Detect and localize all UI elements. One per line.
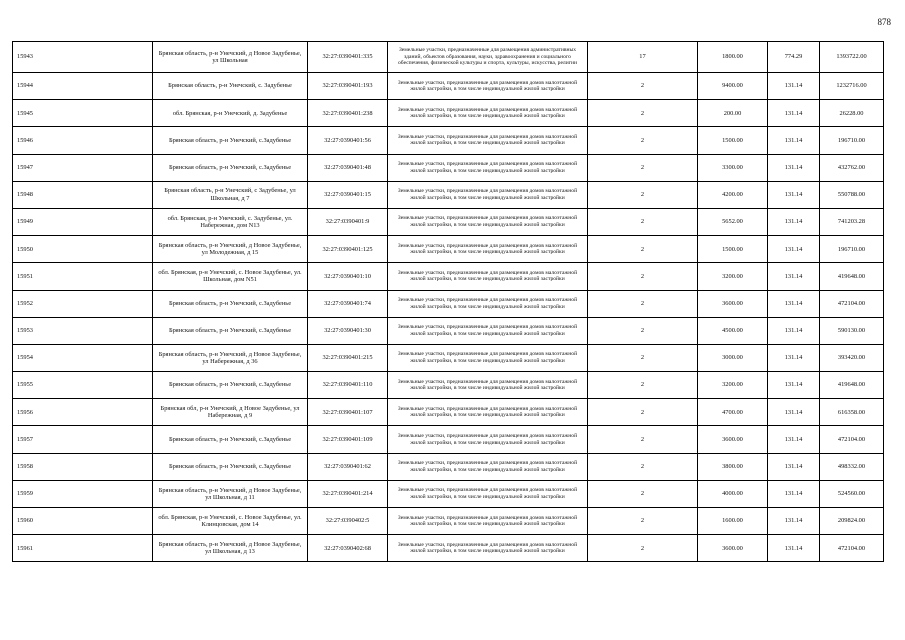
cadastral-number-cell: 32:27:0390401:214 bbox=[308, 480, 388, 507]
cadastral-value-cell: 419648.00 bbox=[820, 263, 884, 290]
cadastral-number-cell: 32:27:0390401:56 bbox=[308, 127, 388, 154]
rate-cell: 131.14 bbox=[768, 426, 820, 453]
row-number: 15955 bbox=[13, 372, 153, 399]
row-number: 15949 bbox=[13, 208, 153, 235]
rate-cell: 131.14 bbox=[768, 154, 820, 181]
row-number: 15943 bbox=[13, 42, 153, 73]
address-cell: Брянская область, р-н Унечский, с.Задубенье bbox=[153, 372, 308, 399]
table-row bbox=[13, 42, 884, 73]
rate-cell: 131.14 bbox=[768, 317, 820, 344]
row-number: 15950 bbox=[13, 236, 153, 263]
land-use-cell: Земельные участки, предназначенные для размещения домов малоэтажной жилой застройки, в том числе индивидуальной жилой застройки bbox=[388, 508, 588, 535]
table-row bbox=[13, 208, 884, 235]
cadastral-number-cell: 32:27:0390401:193 bbox=[308, 73, 388, 100]
address-cell: Брянская область, р-н Унечский, с Задубенье, ул Школьная, д 7 bbox=[153, 181, 308, 208]
table-row bbox=[13, 100, 884, 127]
group-cell: 2 bbox=[588, 535, 698, 562]
group-cell: 2 bbox=[588, 263, 698, 290]
address-cell: Брянская область, р-н Унечский, с.Задубенье bbox=[153, 317, 308, 344]
cadastral-value-cell: 209824.00 bbox=[820, 508, 884, 535]
cadastral-number-cell: 32:27:0390401:215 bbox=[308, 344, 388, 371]
address-cell: Брянская область, р-н Унечский, с.Задубенье bbox=[153, 426, 308, 453]
land-use-cell: Земельные участки, предназначенные для размещения домов малоэтажной жилой застройки, в том числе индивидуальной жилой застройки bbox=[388, 535, 588, 562]
group-cell: 17 bbox=[588, 42, 698, 73]
table-row bbox=[13, 508, 884, 535]
table-row bbox=[13, 372, 884, 399]
land-use-cell: Земельные участки, предназначенные для размещения домов малоэтажной жилой застройки, в том числе индивидуальной жилой застройки bbox=[388, 344, 588, 371]
row-number: 15944 bbox=[13, 73, 153, 100]
group-cell: 2 bbox=[588, 236, 698, 263]
row-number: 15952 bbox=[13, 290, 153, 317]
group-cell: 2 bbox=[588, 154, 698, 181]
row-number: 15951 bbox=[13, 263, 153, 290]
land-use-cell: Земельные участки, предназначенные для размещения административных зданий, объектов образования, науки, здравоохранения и социального обеспечения, физической культуры и спорта, культуры, искусства, религии bbox=[388, 42, 588, 73]
area-cell: 1800.00 bbox=[698, 42, 768, 73]
table-row bbox=[13, 344, 884, 371]
group-cell: 2 bbox=[588, 73, 698, 100]
area-cell: 3800.00 bbox=[698, 453, 768, 480]
cadastral-value-cell: 196710.00 bbox=[820, 236, 884, 263]
group-cell: 2 bbox=[588, 372, 698, 399]
cadastral-number-cell: 32:27:0390401:48 bbox=[308, 154, 388, 181]
table-row bbox=[13, 236, 884, 263]
cadastral-value-cell: 472104.00 bbox=[820, 535, 884, 562]
cadastral-value-cell: 590130.00 bbox=[820, 317, 884, 344]
group-cell: 2 bbox=[588, 127, 698, 154]
area-cell: 3200.00 bbox=[698, 263, 768, 290]
group-cell: 2 bbox=[588, 208, 698, 235]
land-use-cell: Земельные участки, предназначенные для размещения домов малоэтажной жилой застройки, в том числе индивидуальной жилой застройки bbox=[388, 236, 588, 263]
area-cell: 200.00 bbox=[698, 100, 768, 127]
rate-cell: 131.14 bbox=[768, 208, 820, 235]
rate-cell: 131.14 bbox=[768, 236, 820, 263]
area-cell: 3300.00 bbox=[698, 154, 768, 181]
row-number: 15957 bbox=[13, 426, 153, 453]
land-use-cell: Земельные участки, предназначенные для размещения домов малоэтажной жилой застройки, в том числе индивидуальной жилой застройки bbox=[388, 73, 588, 100]
row-number: 15960 bbox=[13, 508, 153, 535]
cadastral-number-cell: 32:27:0390401:15 bbox=[308, 181, 388, 208]
group-cell: 2 bbox=[588, 508, 698, 535]
cadastral-number-cell: 32:27:0390401:238 bbox=[308, 100, 388, 127]
group-cell: 2 bbox=[588, 181, 698, 208]
cadastral-value-cell: 393420.00 bbox=[820, 344, 884, 371]
address-cell: Брянская область, р-н Унечский, с. Задубенье bbox=[153, 73, 308, 100]
cadastral-value-cell: 472104.00 bbox=[820, 426, 884, 453]
cadastral-value-cell: 1232716.00 bbox=[820, 73, 884, 100]
area-cell: 3600.00 bbox=[698, 426, 768, 453]
address-cell: Брянская область, р-н Унечский, д Новое Задубенье, ул Набережная, д 36 bbox=[153, 344, 308, 371]
row-number: 15961 bbox=[13, 535, 153, 562]
group-cell: 2 bbox=[588, 453, 698, 480]
cadastral-value-cell: 616358.00 bbox=[820, 399, 884, 426]
row-number: 15958 bbox=[13, 453, 153, 480]
rate-cell: 131.14 bbox=[768, 372, 820, 399]
table-body bbox=[13, 42, 884, 562]
rate-cell: 131.14 bbox=[768, 399, 820, 426]
rate-cell: 131.14 bbox=[768, 344, 820, 371]
address-cell: Брянская область, р-н Унечский, с.Задубенье bbox=[153, 127, 308, 154]
rate-cell: 131.14 bbox=[768, 290, 820, 317]
group-cell: 2 bbox=[588, 480, 698, 507]
land-use-cell: Земельные участки, предназначенные для размещения домов малоэтажной жилой застройки, в том числе индивидуальной жилой застройки bbox=[388, 372, 588, 399]
rate-cell: 131.14 bbox=[768, 127, 820, 154]
address-cell: Брянская область, р-н Унечский, д Новое Задубенье, ул Школьная, д 11 bbox=[153, 480, 308, 507]
area-cell: 4500.00 bbox=[698, 317, 768, 344]
table-row bbox=[13, 317, 884, 344]
rate-cell: 131.14 bbox=[768, 181, 820, 208]
group-cell: 2 bbox=[588, 344, 698, 371]
table-row bbox=[13, 263, 884, 290]
address-cell: Брянская область, р-н Унечский, д Новое Задубенье, ул Школьная, д 13 bbox=[153, 535, 308, 562]
area-cell: 4000.00 bbox=[698, 480, 768, 507]
cadastral-value-cell: 432762.00 bbox=[820, 154, 884, 181]
address-cell: обл. Брянская, р-н Унечский, с. Новое Задубенье, ул. Школьная, дом N51 bbox=[153, 263, 308, 290]
rate-cell: 131.14 bbox=[768, 263, 820, 290]
area-cell: 3600.00 bbox=[698, 535, 768, 562]
table-row bbox=[13, 453, 884, 480]
land-use-cell: Земельные участки, предназначенные для размещения домов малоэтажной жилой застройки, в том числе индивидуальной жилой застройки bbox=[388, 453, 588, 480]
land-use-cell: Земельные участки, предназначенные для размещения домов малоэтажной жилой застройки, в том числе индивидуальной жилой застройки bbox=[388, 263, 588, 290]
land-use-cell: Земельные участки, предназначенные для размещения домов малоэтажной жилой застройки, в том числе индивидуальной жилой застройки bbox=[388, 100, 588, 127]
table-row bbox=[13, 73, 884, 100]
address-cell: обл. Брянская, р-н Унечский, с. Новое Задубенье, ул. Клинцовская, дом 14 bbox=[153, 508, 308, 535]
page-number: 878 bbox=[877, 17, 891, 27]
group-cell: 2 bbox=[588, 290, 698, 317]
area-cell: 5652.00 bbox=[698, 208, 768, 235]
land-use-cell: Земельные участки, предназначенные для размещения домов малоэтажной жилой застройки, в том числе индивидуальной жилой застройки bbox=[388, 208, 588, 235]
cadastral-number-cell: 32:27:0390401:110 bbox=[308, 372, 388, 399]
land-use-cell: Земельные участки, предназначенные для размещения домов малоэтажной жилой застройки, в том числе индивидуальной жилой застройки bbox=[388, 399, 588, 426]
rate-cell: 774.29 bbox=[768, 42, 820, 73]
group-cell: 2 bbox=[588, 100, 698, 127]
cadastral-value-cell: 498332.00 bbox=[820, 453, 884, 480]
group-cell: 2 bbox=[588, 399, 698, 426]
cadastral-number-cell: 32:27:0390402:68 bbox=[308, 535, 388, 562]
cadastral-value-cell: 26228.00 bbox=[820, 100, 884, 127]
cadastral-value-cell: 472104.00 bbox=[820, 290, 884, 317]
land-use-cell: Земельные участки, предназначенные для размещения домов малоэтажной жилой застройки, в том числе индивидуальной жилой застройки bbox=[388, 127, 588, 154]
cadastral-number-cell: 32:27:0390401:109 bbox=[308, 426, 388, 453]
land-use-cell: Земельные участки, предназначенные для размещения домов малоэтажной жилой застройки, в том числе индивидуальной жилой застройки bbox=[388, 181, 588, 208]
cadastral-number-cell: 32:27:0390401:10 bbox=[308, 263, 388, 290]
address-cell: Брянская область, р-н Унечский, с.Задубенье bbox=[153, 290, 308, 317]
land-use-cell: Земельные участки, предназначенные для размещения домов малоэтажной жилой застройки, в том числе индивидуальной жилой застройки bbox=[388, 154, 588, 181]
cadastral-number-cell: 32:27:0390402:5 bbox=[308, 508, 388, 535]
cadastral-number-cell: 32:27:0390401:62 bbox=[308, 453, 388, 480]
table-row bbox=[13, 480, 884, 507]
table-row bbox=[13, 399, 884, 426]
area-cell: 3600.00 bbox=[698, 290, 768, 317]
group-cell: 2 bbox=[588, 426, 698, 453]
cadastral-number-cell: 32:27:0390401:107 bbox=[308, 399, 388, 426]
row-number: 15948 bbox=[13, 181, 153, 208]
land-use-cell: Земельные участки, предназначенные для размещения домов малоэтажной жилой застройки, в том числе индивидуальной жилой застройки bbox=[388, 426, 588, 453]
area-cell: 9400.00 bbox=[698, 73, 768, 100]
area-cell: 1500.00 bbox=[698, 127, 768, 154]
table-row bbox=[13, 290, 884, 317]
cadastral-number-cell: 32:27:0390401:125 bbox=[308, 236, 388, 263]
rate-cell: 131.14 bbox=[768, 535, 820, 562]
row-number: 15956 bbox=[13, 399, 153, 426]
cadastral-number-cell: 32:27:0390401:30 bbox=[308, 317, 388, 344]
cadastral-value-cell: 419648.00 bbox=[820, 372, 884, 399]
row-number: 15945 bbox=[13, 100, 153, 127]
area-cell: 1500.00 bbox=[698, 236, 768, 263]
row-number: 15954 bbox=[13, 344, 153, 371]
table-row bbox=[13, 426, 884, 453]
cadastral-value-cell: 196710.00 bbox=[820, 127, 884, 154]
row-number: 15946 bbox=[13, 127, 153, 154]
address-cell: Брянская область, р-н Унечский, д Новое Задубенье, ул Молодежная, д 15 bbox=[153, 236, 308, 263]
land-use-cell: Земельные участки, предназначенные для размещения домов малоэтажной жилой застройки, в том числе индивидуальной жилой застройки bbox=[388, 480, 588, 507]
cadastral-number-cell: 32:27:0390401:9 bbox=[308, 208, 388, 235]
rate-cell: 131.14 bbox=[768, 100, 820, 127]
area-cell: 3200.00 bbox=[698, 372, 768, 399]
area-cell: 1600.00 bbox=[698, 508, 768, 535]
rate-cell: 131.14 bbox=[768, 453, 820, 480]
cadastral-value-table bbox=[12, 41, 884, 562]
cadastral-value-cell: 524560.00 bbox=[820, 480, 884, 507]
land-use-cell: Земельные участки, предназначенные для размещения домов малоэтажной жилой застройки, в том числе индивидуальной жилой застройки bbox=[388, 317, 588, 344]
row-number: 15947 bbox=[13, 154, 153, 181]
rate-cell: 131.14 bbox=[768, 480, 820, 507]
address-cell: Брянская область, р-н Унечский, д Новое Задубенье, ул Школьная bbox=[153, 42, 308, 73]
cadastral-value-cell: 741203.28 bbox=[820, 208, 884, 235]
address-cell: Брянская обл, р-н Унечский, д Новое Задубенье, ул Набережная, д 9 bbox=[153, 399, 308, 426]
area-cell: 4200.00 bbox=[698, 181, 768, 208]
address-cell: обл. Брянская, р-н Унечский, с. Задубенье, ул. Набережная, дом N13 bbox=[153, 208, 308, 235]
address-cell: Брянская область, р-н Унечский, с.Задубенье bbox=[153, 453, 308, 480]
land-use-cell: Земельные участки, предназначенные для размещения домов малоэтажной жилой застройки, в том числе индивидуальной жилой застройки bbox=[388, 290, 588, 317]
cadastral-value-cell: 1393722.00 bbox=[820, 42, 884, 73]
table-row bbox=[13, 535, 884, 562]
address-cell: Брянская область, р-н Унечский, с.Задубенье bbox=[153, 154, 308, 181]
cadastral-number-cell: 32:27:0390401:335 bbox=[308, 42, 388, 73]
row-number: 15953 bbox=[13, 317, 153, 344]
area-cell: 3000.00 bbox=[698, 344, 768, 371]
table-row bbox=[13, 154, 884, 181]
row-number: 15959 bbox=[13, 480, 153, 507]
table-row bbox=[13, 181, 884, 208]
rate-cell: 131.14 bbox=[768, 508, 820, 535]
area-cell: 4700.00 bbox=[698, 399, 768, 426]
address-cell: обл. Брянская, р-н Унечский, д. Задубенье bbox=[153, 100, 308, 127]
rate-cell: 131.14 bbox=[768, 73, 820, 100]
table-row bbox=[13, 127, 884, 154]
cadastral-number-cell: 32:27:0390401:74 bbox=[308, 290, 388, 317]
group-cell: 2 bbox=[588, 317, 698, 344]
cadastral-value-cell: 550788.00 bbox=[820, 181, 884, 208]
